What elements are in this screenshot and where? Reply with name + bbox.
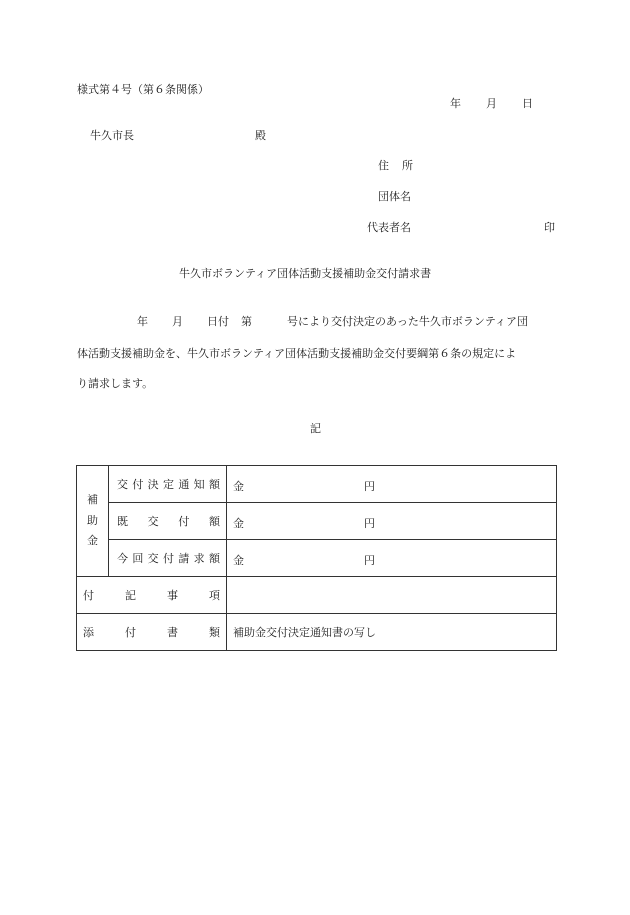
document-title: 牛久市ボランティア団体活動支援補助金交付請求書	[179, 267, 432, 280]
group-name-label: 団体名	[378, 190, 411, 203]
address-label: 住 所	[378, 159, 413, 172]
table-row	[77, 466, 557, 503]
date-month: 月	[486, 97, 497, 110]
date-year: 年	[450, 97, 461, 110]
table-row	[77, 614, 557, 651]
addressee-name: 牛久市長	[90, 129, 134, 142]
table-row	[77, 577, 557, 614]
subsidy-table	[76, 465, 557, 651]
notes-label: 付 記 事 項	[77, 577, 227, 614]
current-request-label: 今 回 交 付 請 求 額	[109, 540, 227, 577]
body-line-2: 体活動支援補助金を、牛久市ボランティア団体活動支援補助金交付要綱第６条の規定によ	[77, 347, 517, 360]
seal-mark: 印	[544, 221, 555, 234]
subsidy-group-label: 補 助 金	[77, 466, 109, 577]
attachments-cell[interactable]: 補助金交付決定通知書の写し	[227, 614, 557, 651]
decided-amount-label: 交 付 決 定 通 知 額	[109, 466, 227, 503]
table-row	[77, 503, 557, 540]
table-row	[77, 540, 557, 577]
current-request-cell[interactable]: 金 円	[227, 540, 557, 577]
notes-cell[interactable]	[227, 577, 557, 614]
form-number: 様式第４号（第６条関係）	[77, 83, 209, 96]
addressee-honorific: 殿	[255, 129, 266, 142]
date-day: 日	[522, 97, 533, 110]
body-line-3: り請求します。	[77, 377, 154, 390]
ki-heading: 記	[310, 422, 321, 435]
decided-amount-cell[interactable]: 金 円	[227, 466, 557, 503]
representative-label: 代表者名	[367, 221, 411, 234]
already-paid-cell[interactable]: 金 円	[227, 503, 557, 540]
attachments-label: 添 付 書 類	[77, 614, 227, 651]
already-paid-label: 既 交 付 額	[109, 503, 227, 540]
